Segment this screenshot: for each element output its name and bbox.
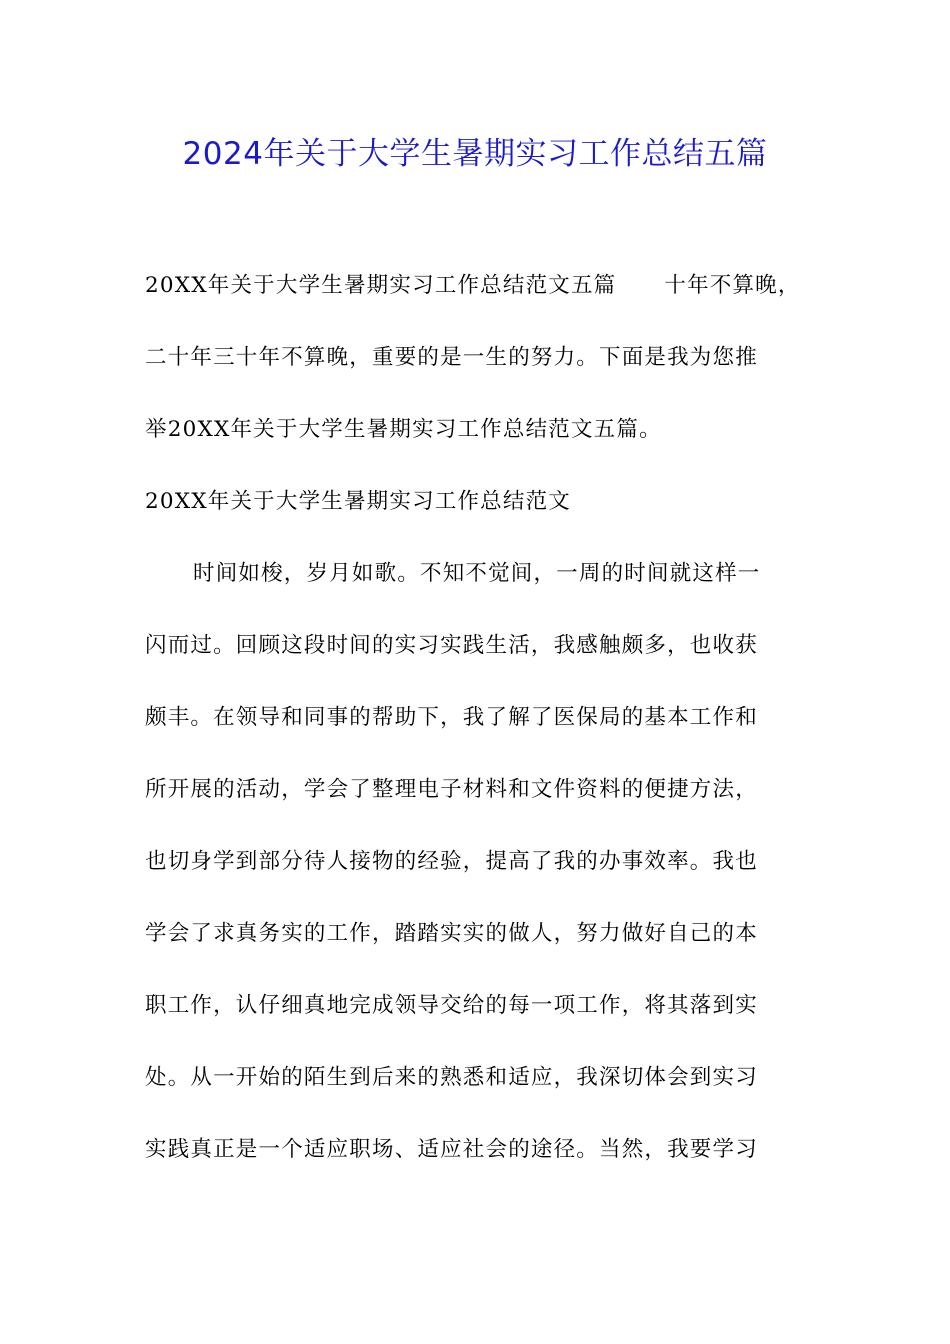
paragraph-line: 处。从一开始的陌生到后来的熟悉和适应，我深切体会到实习	[145, 1065, 758, 1090]
paragraph-line: 实践真正是一个适应职场、适应社会的途径。当然，我要学习	[145, 1137, 758, 1162]
paragraph-line: 也切身学到部分待人接物的经验，提高了我的办事效率。我也	[145, 849, 758, 874]
intro-line-1-part-b: 十年不算晚，	[664, 273, 801, 298]
intro-line-2: 二十年三十年不算晚，重要的是一生的努力。下面是我为您推	[145, 345, 758, 370]
document-title: 2024年关于大学生暑期实习工作总结五篇	[182, 136, 768, 172]
intro-line-1-part-a: 20XX年关于大学生暑期实习工作总结范文五篇	[145, 273, 617, 298]
paragraph-line: 时间如梭，岁月如歌。不知不觉间，一周的时间就这样一	[193, 561, 761, 586]
paragraph-line: 所开展的活动，学会了整理电子材料和文件资料的便捷方法，	[145, 777, 758, 802]
section-heading: 20XX年关于大学生暑期实习工作总结范文	[145, 489, 571, 514]
intro-line-3: 举20XX年关于大学生暑期实习工作总结范文五篇。	[145, 417, 662, 442]
document-body	[145, 260, 815, 1196]
paragraph-line: 学会了求真务实的工作，踏踏实实的做人，努力做好自己的本	[145, 921, 758, 946]
paragraph-line: 职工作，认仔细真地完成领导交给的每一项工作，将其落到实	[145, 993, 758, 1018]
paragraph-line: 颇丰。在领导和同事的帮助下，我了解了医保局的基本工作和	[145, 705, 758, 730]
paragraph-line: 闪而过。回顾这段时间的实习实践生活，我感触颇多，也收获	[145, 633, 758, 658]
intro-line-1	[145, 260, 815, 332]
